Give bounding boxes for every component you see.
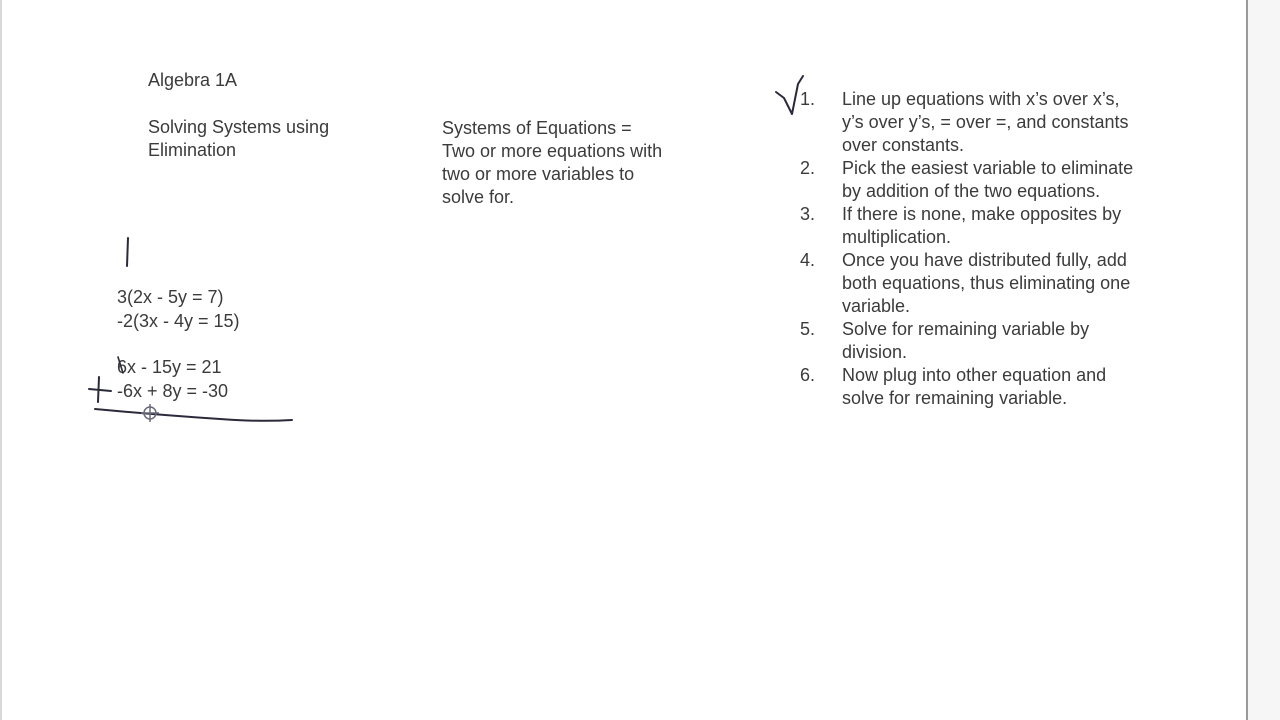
step-text-line: Pick the easiest variable to eliminate	[842, 158, 1134, 178]
elimination-steps-list	[800, 88, 1180, 410]
step-item	[800, 364, 1180, 410]
step-text-line: over constants.	[842, 135, 965, 155]
window-scrollbar[interactable]	[1246, 0, 1280, 720]
step-number: 1.	[800, 89, 816, 109]
equation-distributed-1: 6x - 15y = 21	[117, 357, 222, 377]
step-text-line: solve for remaining variable.	[842, 388, 1068, 408]
equation-multiplied-1: 3(2x - 5y = 7)	[117, 287, 224, 307]
step-text-line: division.	[842, 342, 908, 362]
course-title: Algebra 1A	[148, 70, 238, 90]
step-number: 5.	[800, 319, 816, 339]
checkmark-icon	[776, 76, 803, 114]
step-text-line: both equations, thus eliminating one	[842, 273, 1131, 293]
step-text-line: Solve for remaining variable by	[842, 319, 1090, 339]
lesson-title-line-1: Solving Systems using	[148, 117, 330, 137]
step-text-line: Line up equations with x’s over x’s,	[842, 89, 1120, 109]
step-item	[800, 249, 1180, 318]
definition-line-4: solve for.	[442, 187, 515, 207]
definition-block	[442, 117, 662, 209]
step-text-line: multiplication.	[842, 227, 952, 247]
step-text-line: by addition of the two equations.	[842, 181, 1101, 201]
equation-multiplied-2: -2(3x - 4y = 15)	[117, 311, 240, 331]
crosshair-cursor-icon	[141, 404, 159, 422]
step-item	[800, 203, 1180, 249]
step-text-line: Now plug into other equation and	[842, 365, 1107, 385]
page-left-edge	[0, 0, 2, 720]
step-text-line: If there is none, make opposites by	[842, 204, 1122, 224]
step-number: 3.	[800, 204, 816, 224]
plus-sign-icon	[89, 377, 111, 402]
step-item	[800, 318, 1180, 364]
ink-underline	[95, 409, 292, 421]
step-item	[800, 157, 1180, 203]
ink-tick-mark	[127, 238, 128, 266]
lesson-title-line-2: Elimination	[148, 140, 237, 160]
step-number: 2.	[800, 158, 816, 178]
step-item	[800, 88, 1180, 157]
definition-line-3: two or more variables to	[442, 164, 635, 184]
definition-line-1: Systems of Equations =	[442, 118, 632, 138]
step-text-line: y’s over y’s, = over =, and constants	[842, 112, 1129, 132]
definition-line-2: Two or more equations with	[442, 141, 663, 161]
lesson-title	[148, 116, 329, 162]
step-number: 4.	[800, 250, 816, 270]
step-number: 6.	[800, 365, 816, 385]
step-text-line: variable.	[842, 296, 911, 316]
equation-distributed-2: -6x + 8y = -30	[117, 381, 229, 401]
step-text-line: Once you have distributed fully, add	[842, 250, 1127, 270]
